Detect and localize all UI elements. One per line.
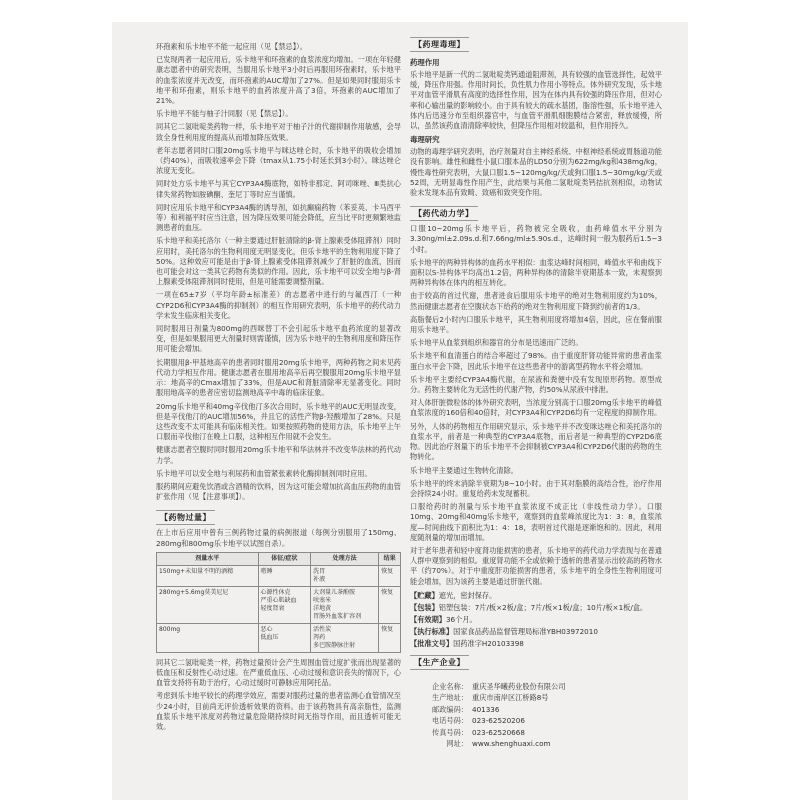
table-cell: 嗜睡 — [258, 565, 311, 586]
table-cell: 280mg+5.6mg莫美尼尼 — [157, 586, 259, 623]
section-heading-overdose: 【药物过量】 — [156, 510, 215, 525]
company-row — [410, 692, 662, 704]
paragraph: 在上市后应用中曾有三例药物过量的病例报道（每例分别服用了150mg、280mg和800mg乐卡地平以试图自杀）。 — [156, 528, 401, 548]
company-value: 023-62520668 — [472, 727, 525, 737]
paragraph: 服药期间应避免饮酒或含酒精的饮料，因为这可能会增加抗高血压药物的血管扩张作用（见【注意事项】）。 — [156, 481, 401, 502]
paragraph: 高脂餐后2小时内口服乐卡地平，其生物利用度将增加4倍，因此，应在餐前服用乐卡地平。 — [410, 314, 662, 335]
paragraph: 乐卡地平的终末消除半衰期为8~10小时。由于其对脂膜的高结合性，治疗作用会持续24小时。重复给药未发现蓄积。 — [410, 478, 662, 498]
standard-line — [410, 626, 662, 637]
approval-line — [410, 638, 662, 649]
table-cell: 大剂量儿茶酚胺 呋塞米 洋地黄 胃肠外血浆扩容剂 — [311, 586, 379, 623]
package-insert-page — [112, 22, 688, 800]
label-package: 【包装】 — [410, 602, 439, 612]
company-value: 重庆圣华曦药业股份有限公司 — [472, 681, 566, 691]
company-value: 重庆市南岸区江桥路8号 — [472, 693, 549, 703]
paragraph: 同时应用乐卡地平和CYP3A4酶的诱导剂，如抗癫痫药物（苯妥英、卡马西平等）和利福平时应当注意，因为降压效果可能会降低，应当比平时更频繁地监测患者的血压。 — [156, 202, 401, 233]
paragraph: 对人体肝脏微粒体的体外研究表明，当浓度分别高于口服20mg乐卡地平的峰值血浆浓度的160倍和40倍时，对CYP3A4和CYP2D6均有一定程度的抑制作用。 — [410, 398, 662, 418]
table-header: 剂量水平 — [157, 552, 259, 565]
paragraph: 乐卡地平从血浆到组织和器官的分布是迅速而广泛的。 — [410, 338, 583, 348]
company-row — [410, 681, 662, 693]
validity-line — [410, 614, 662, 625]
company-row — [410, 727, 662, 739]
company-label: 电话号码： — [432, 716, 468, 726]
section-heading-pharmacokinetics: 【药代动力学】 — [410, 206, 478, 221]
company-row — [410, 704, 662, 716]
paragraph: 乐卡地平不能与柚子汁同服（见【禁忌】）。 — [156, 109, 293, 119]
package-line — [410, 602, 662, 613]
company-label: 网址： — [446, 739, 468, 749]
label-storage: 【贮藏】 — [410, 590, 439, 600]
table-cell: 恶心 低血压 — [258, 623, 311, 652]
subheading-toxicology: 毒理研究 — [410, 135, 440, 145]
table-row — [157, 623, 401, 652]
paragraph: 同其它二氢吡啶类一样，药物过量预计会产生周围血管过度扩张而出现显著的低血压和反射性心动过速。在严重低血压、心动过缓和意识丧失的情况下，心血管支持将有助于治疗，心动过缓时可静脉应用阿托品。 — [156, 657, 401, 688]
label-standard: 【执行标准】 — [410, 626, 454, 636]
value-validity: 36个月。 — [445, 614, 477, 624]
value-approval: 国药准字H20103398 — [453, 638, 524, 648]
paragraph: 乐卡地平是新一代的二氢吡啶类钙通道阻滞剂，具有较强的血管选择性，起效平缓，降压作用强。作用时间长，负性肌力作用小等特点。体外研究发现，乐卡地平对血管平滑肌有高度的选择性作用，因为在体内具有较强的降压作用，但对心率和心输出量的影响较小。由于具有较大的疏水基团，脂溶性强，乐卡地平进入体内后迅速分布至组织器官中，与血管平滑肌细胞膜结合紧密，释放缓慢，所以，虽然该药血清清除率较快，但降压作用相对较温和，但作用持久。 — [410, 70, 662, 131]
paragraph: 已发现两者一起应用后，乐卡地平和环孢素的血浆浓度均增加。一项在年轻健康志愿者中的研究表明，当服用乐卡地平3小时后再服用环孢素时，乐卡地平的血浆浓度并无改变，而环孢素的AUC增加了27%。但是如果同时服用乐卡地平和环孢素，则乐卡地平的血药浓度升高了3倍，环孢素的AUC增加了21%。 — [156, 55, 401, 106]
paragraph: 20mg乐卡地平和40mg辛伐他汀多次合用时，乐卡地平的AUC无明显改变，但是辛伐他汀的AUC增加56%，并且它的活性产物β-羟酸增加了28%。只是这些改变不太可能具有临床相关性。如果按照药物的使用方法，乐卡地平上午口服而辛伐他汀在晚上口服，这种相互作用就不会发生。 — [156, 401, 401, 442]
company-label: 生产地址： — [432, 693, 468, 703]
table-cell: 800mg — [157, 623, 259, 652]
overdose-table — [156, 552, 401, 653]
paragraph: 同时服用日剂量为800mg的西咪替丁不会引起乐卡地平血药浓度的显著改变，但是如果服用更大剂量时则需谨慎，因为乐卡地平的生物利用度和降压作用可能会增加。 — [156, 324, 401, 354]
table-header: 体征/症状 — [258, 552, 311, 565]
value-storage: 遮光，密封保存。 — [438, 590, 497, 600]
paragraph: 动物的毒理学研究表明，治疗剂量对自主神经系统、中枢神经系统或胃肠道功能没有影响。雄性和雌性小鼠口服本品的LD50分别为622mg/kg和438mg/kg，慢性毒性研究表明，大鼠口服1.5~120mg/kg/天或狗口服1.5~30mg/kg/天或52周，无明显毒性作用产生，此结果与其他二氢吡啶类钙拮抗剂相似，动物试验未发现本品有致畸、致癌和致突变作用。 — [410, 147, 662, 198]
label-approval: 【批准文号】 — [410, 638, 454, 648]
paragraph: 乐卡地平主要通过生物转化清除。 — [410, 465, 518, 475]
table-cell: 活性炭 泻药 多巴胺静脉注射 — [311, 623, 379, 652]
subheading-pharmacology: 药理作用 — [410, 58, 440, 67]
paragraph: 一项在65±7岁（平均年龄±标准差）的志愿者中进行的与氟西汀（一种CYP2D6和CYP3A4酶的抑制剂）的相互作用研究表明，乐卡地平的药代动力学未发生临床相关变化。 — [156, 290, 401, 320]
table-cell: 恢复 — [379, 565, 401, 586]
manufacturer-info — [410, 681, 662, 750]
paragraph: 同时处方乐卡地平与其它CYP3A4酶底物，如特非那定、阿司咪唑、Ⅲ类抗心律失常药物如胺碘酮、奎尼丁等时应当谨慎。 — [156, 179, 401, 199]
table-row — [157, 586, 401, 623]
label-validity: 【有效期】 — [410, 614, 446, 624]
company-label: 邮政编码： — [432, 704, 468, 714]
table-row — [157, 565, 401, 586]
company-value: www.shenghuaxi.com — [472, 739, 551, 749]
section-heading-manufacturer: 【生产企业】 — [410, 655, 469, 670]
paragraph: 对于老年患者和轻中度肾功能损害的患者，乐卡地平的药代动力学表现与在普通人群中观察到的相似。重度肾功能不全或依赖于透析的患者显示出较高的药物水平（约70%）。对于中重度肝功能损害的患者，乐卡地平的全身性生物利用度可能会增加，因为该药主要是通过肝脏代谢。 — [410, 545, 662, 586]
table-cell: 恢复 — [379, 586, 401, 623]
left-column — [156, 42, 401, 735]
table-header: 结果 — [379, 552, 401, 565]
paragraph: 口服10~20mg乐卡地平后，药物被完全吸收，血药峰值水平分别为3.30ng/ml±2.09s.d.和7.66ng/ml±5.90s.d.，达峰时间一般为服药后1.5~3小时。 — [410, 224, 662, 254]
right-column — [410, 32, 662, 750]
storage-line — [410, 590, 662, 601]
paragraph: 由于较高的首过代谢，患者进食后服用乐卡地平的绝对生物利用度约为10%，然而健康志愿者在空腹状态下给药的绝对生物利用度下降到约前者的1/3。 — [410, 291, 662, 311]
paragraph: 口服给药时的剂量与乐卡地平血浆浓度不成正比（非线性动力学）。口服10mg、20mg和40mg乐卡地平，观察到的血浆峰浓度比为1：3：8，血浆浓度—时间曲线下面积比为1：4：18，表明首过代谢是逐渐饱和的。因此，利用度随剂量的增加而增加。 — [410, 502, 662, 542]
paragraph: 环孢素和乐卡地平不能一起应用（见【禁忌】）。 — [156, 42, 307, 51]
paragraph: 老年志愿者同时口服20mg乐卡地平与咪达唑仑时，乐卡地平的吸收会增加（约40%），而吸收速率会下降（tmax从1.75小时延长到3小时）。咪达唑仑浓度无变化。 — [156, 145, 401, 176]
company-value: 401336 — [472, 704, 500, 714]
table-header: 处理方法 — [311, 552, 379, 565]
table-cell: 洗胃 补液 — [311, 565, 379, 586]
paragraph: 考虑到乐卡地平较长的药理学效应，需要对服药过量的患者监测心血管情况至少24小时，目前尚无评价透析效果的资料。由于该药物具有高亲脂性，监测血浆乐卡地平浓度对药物过量危险期持续时间无指导作用，而且透析可能无效。 — [156, 691, 401, 731]
value-package: 铝塑包装：7片/板×2板/盒；7片/板×1板/盒；10片/板×1板/盒。 — [438, 602, 648, 612]
paragraph: 同其它二氢吡啶类药物一样，乐卡地平对于柚子汁的代谢抑制作用敏感，会导致全身性利用度的提高从而增加降压效果。 — [156, 122, 401, 142]
paragraph: 乐卡地平的两种异构体的血药水平相似：血浆达峰时间相同，峰值水平和曲线下面积以S-异构体平均高出1.2倍，两种异构体的清除半衰期基本一致，未观察到两种异构体在体内的相互转化。 — [410, 257, 662, 288]
paragraph: 长期服用β-甲基地高辛的患者同时服用20mg乐卡地平，两种药物之间未见药代动力学相互作用。健康志愿者在服用地高辛后再空腹服用20mg乐卡地平显示：地高辛的Cmax增加了33%，但是AUC和肾脏清除率无显著变化。同时服用地高辛的患者应密切监测地高辛中毒的临床征象。 — [156, 357, 401, 398]
paragraph: 乐卡地平可以安全地与利尿药和血管紧张素转化酶抑制剂同时应用。 — [156, 468, 372, 478]
value-standard: 国家食品药品监督管理局标准YBH03972010 — [453, 626, 598, 636]
table-cell: 恢复 — [379, 623, 401, 652]
paragraph: 乐卡地平主要经CYP3A4酶代谢，在尿液和粪便中没有发现原形药物。原型成分。药物主要转化为无活性的代谢产物，约50%从尿液中排泄。 — [410, 374, 662, 395]
paragraph: 乐卡地平和血清蛋白的结合率超过了98%。由于重度肝肾功能异常的患者血浆蛋白水平会下降，因此乐卡地平在这些患者中的游离型药物水平将会增加。 — [410, 351, 662, 371]
paragraph: 健康志愿者空腹时同时服用20mg乐卡地平和华法林并不改变华法林的药代动力学。 — [156, 445, 401, 465]
company-label: 企业名称： — [432, 681, 468, 691]
company-row — [410, 738, 662, 750]
company-row — [410, 715, 662, 727]
company-value: 023-62520206 — [472, 716, 525, 726]
table-cell: 150mg+未知量不明的酒精 — [157, 565, 259, 586]
paragraph: 乐卡地平和美托洛尔（一种主要通过肝脏清除的β-肾上腺素受体阻滞剂）同时应用时，美托洛尔的生物利用度无明显变化，但乐卡地平的生物利用度下降了50%。这种效应可能是由于β-肾上腺素受体阻滞剂减少了肝脏的血流，因而也可能会对这一类其它药物有类似的作用。因此，乐卡地平可以安全地与β-肾上腺素受体阻滞剂同时使用，但是可能需要调整剂量。 — [156, 236, 401, 287]
company-label: 传真号码： — [432, 727, 468, 737]
table-cell: 心源性休克 严重心肌缺血 轻度肾衰 — [258, 586, 311, 623]
paragraph: 另外，人体的药物相互作用研究显示，乐卡地平并不改变咪达唑仑和美托洛尔的血浆水平，前者是一种典型的CYP3A4底物，而后者是一种典型的CYP2D6底物。因此治疗剂量下的乐卡地平不会抑制被CYP3A4和CYP2D6代谢的药物的生物转化。 — [410, 421, 662, 462]
section-heading-pharmacology: 【药理毒理】 — [410, 37, 469, 52]
